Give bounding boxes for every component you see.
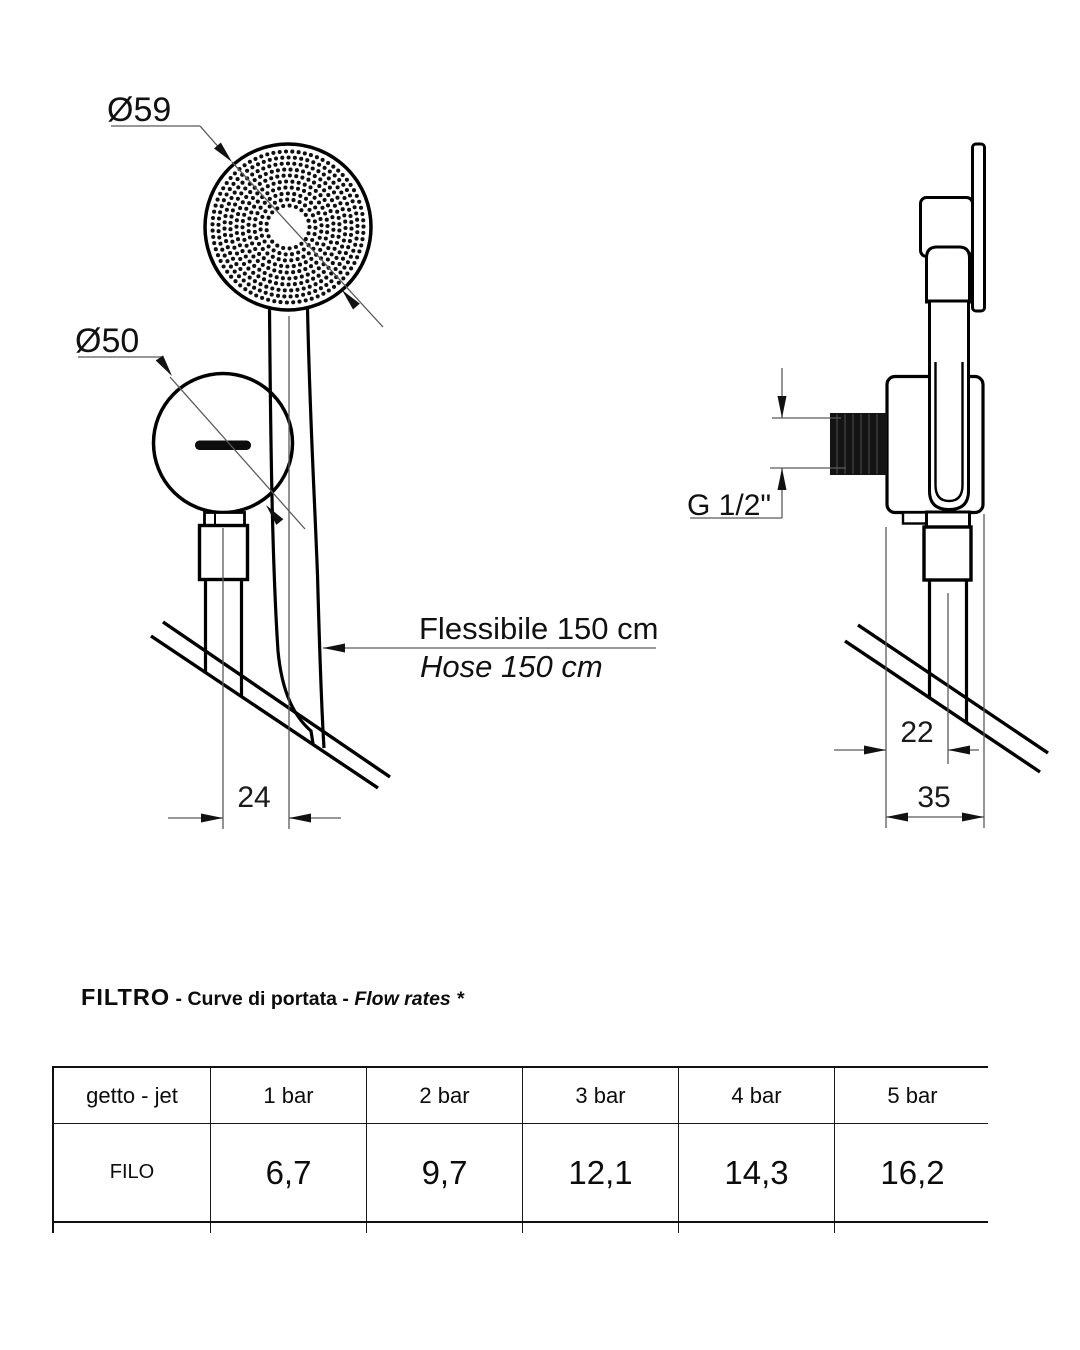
threaded-nipple (830, 413, 887, 475)
cell-3bar: 12,1 (523, 1124, 679, 1223)
brand-mark (195, 441, 251, 451)
heading-english: Flow rates * (354, 988, 464, 1010)
side-wall-mask (845, 641, 1040, 870)
side-collar (927, 512, 970, 527)
wall-mask (151, 636, 378, 870)
flow-rate-table (52, 1066, 988, 1233)
hose-curve-left-edge (270, 307, 315, 750)
hose-length-label-it: Flessibile 150 cm (419, 611, 659, 646)
dia-bracket-label: Ø50 (75, 322, 140, 360)
front-view (151, 144, 390, 870)
header-4bar: 4 bar (679, 1067, 835, 1124)
dim-22-label: 22 (900, 716, 934, 749)
heading-sep2: - (336, 988, 355, 1010)
hose-curve-right-edge (308, 307, 325, 748)
header-jet: getto - jet (53, 1067, 211, 1124)
heading-sep1: - (170, 988, 188, 1010)
thread-label: G 1/2" (687, 489, 772, 522)
handle-grip (927, 247, 970, 302)
cell-1bar: 6,7 (211, 1124, 367, 1223)
dim-35-label: 35 (917, 781, 951, 814)
heading-brand: FILTRO (81, 984, 171, 1010)
dim-24-label: 24 (237, 781, 271, 814)
side-collar-step (903, 513, 927, 524)
side-view (830, 144, 1048, 870)
table-clipped-row (53, 1222, 988, 1233)
header-1bar: 1 bar (211, 1067, 367, 1124)
header-5bar: 5 bar (835, 1067, 989, 1124)
head-side-plate (973, 144, 985, 311)
cell-4bar: 14,3 (679, 1124, 835, 1223)
flow-rate-table-wrap (52, 1066, 988, 1233)
table-header-row (53, 1067, 988, 1124)
heading-italian: Curve di portata (187, 988, 337, 1010)
dia-head-label: Ø59 (107, 91, 172, 129)
cell-2bar: 9,7 (367, 1124, 523, 1223)
side-hose-nut (924, 527, 971, 580)
header-2bar: 2 bar (367, 1067, 523, 1124)
hose-length-label-en: Hose 150 cm (420, 649, 603, 684)
table-row (53, 1124, 988, 1223)
bracket-collar (205, 513, 245, 526)
cell-5bar: 16,2 (835, 1124, 989, 1223)
cell-jet-name: FILO (53, 1124, 211, 1223)
header-3bar: 3 bar (523, 1067, 679, 1124)
flow-rates-heading (81, 984, 464, 1011)
